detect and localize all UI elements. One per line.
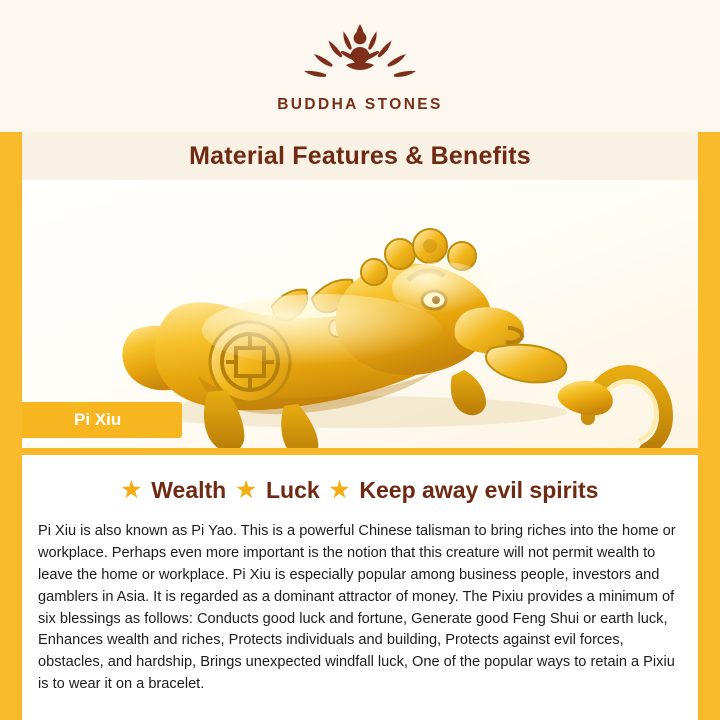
image-caption-label: Pi Xiu: [74, 410, 122, 429]
page-title: Material Features & Benefits: [189, 141, 531, 170]
benefits-row: [22, 471, 698, 509]
benefit-item-3: Keep away evil spirits: [359, 476, 599, 503]
lotus-meditation-icon: [280, 18, 440, 92]
benefit-item-2: Luck: [265, 476, 320, 503]
star-icon: ★: [121, 477, 142, 502]
star-icon: ★: [329, 477, 350, 502]
brand-name: BUDDHA STONES: [277, 96, 443, 113]
star-icon: ★: [236, 477, 256, 502]
benefit-item-1: Wealth: [151, 476, 227, 503]
description-text: Pi Xiu is also known as Pi Yao. This is a powerful Chinese talisman to bring riches into the home or workplace. Perhaps even more important is the notion that this creature will not permit wealth to leave the home or workplace. Pi Xiu is especially popular among business people, investors and gamblers in Asia. It is regarded as a dominant attractor of money. The Pixiu provides a minimum of six blessings as follows: Conducts good luck and fortune, Generate good Feng Shui or earth luck, Enhances wealth and riches, Protects individuals and building, Protects against evil forces, obstacles, and hardship, Brings unexpected windfall luck, One of the popular ways to retain a Pixiu is to wear it on a bracelet.: [38, 523, 676, 693]
card-header: [0, 0, 720, 132]
brand-block: [0, 18, 720, 114]
image-caption-badge: [22, 402, 182, 438]
section-title-band: [0, 132, 720, 180]
description-panel: [22, 455, 698, 720]
